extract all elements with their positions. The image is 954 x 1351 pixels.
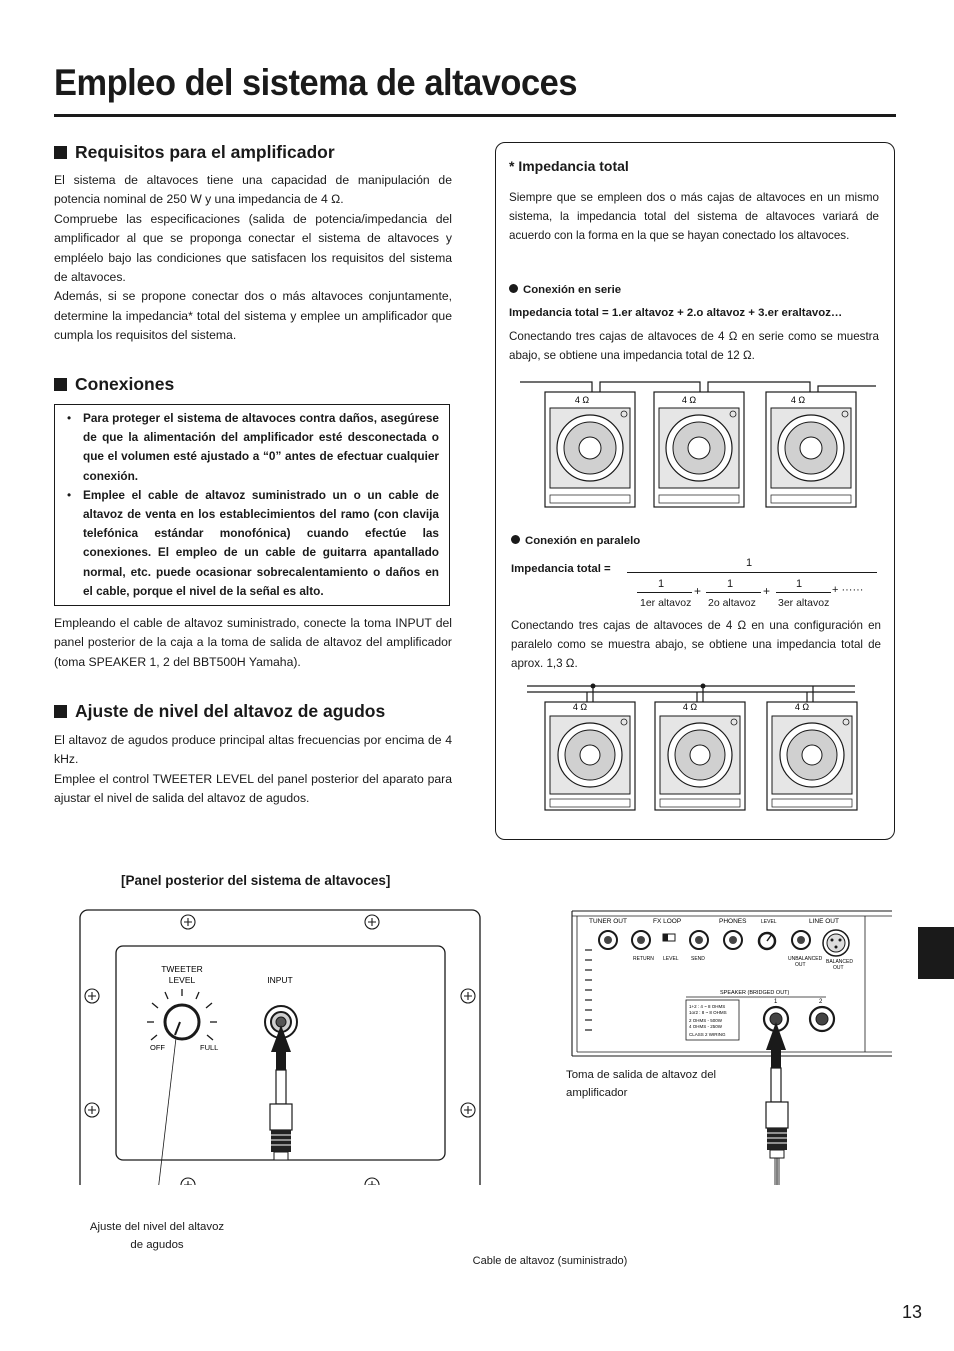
requisitos-text: El sistema de altavoces tiene una capacidad de manipulación de potencia nominal de 250 W y una impedancia de 4 Ω. Compruebe las especificaciones (salida de potencia/impedancia del amplificador al que se proponga conectar el sistema de altavoces y empléelo bajo las condiciones que satisfacen los requisitos del sistema de altavoces. Además, si se propone conectar dos o más altavoces conjuntamente, determine la impedancia* total del sistema y emplee un amplificador que cumpla los requisitos del sistema. — [54, 173, 452, 343]
cable-label: Cable de altavoz (suministrado) — [472, 1255, 628, 1267]
fraction-line — [776, 592, 831, 593]
series-diagram — [500, 372, 890, 522]
amp-label: TUNER OUT — [589, 918, 627, 925]
amp-label: OUT — [795, 962, 806, 968]
square-bullet-icon — [54, 705, 67, 718]
parallel-formula-label: Impedancia total = — [511, 563, 611, 575]
section-heading-requisitos: Requisitos para el amplificador — [54, 142, 335, 163]
amp-label: 2 — [819, 999, 823, 1005]
amp-label: BALANCED — [826, 959, 853, 965]
parallel-text: Conectando tres cajas de altavoces de 4 Ω en una configuración en paralelo como se muestra abajo, se obtiene una impedancia total de aprox. 1,3 Ω. — [511, 619, 881, 670]
fraction-line-main — [627, 572, 877, 573]
warning-box — [54, 404, 450, 606]
rear-panel-diagram — [0, 895, 900, 1185]
ohm-label: 4 Ω — [790, 395, 806, 405]
off-label: OFF — [150, 1043, 165, 1052]
formula-numerator: 1 — [746, 557, 753, 569]
amp-label: LINE OUT — [809, 918, 839, 925]
formula-term: 1 — [727, 578, 734, 590]
full-label: FULL — [200, 1043, 219, 1052]
amp-label: PHONES — [719, 918, 747, 925]
fraction-line — [637, 592, 692, 593]
amp-spec: CLASS 2 WIRING — [689, 1032, 726, 1037]
section-heading-conexiones: Conexiones — [54, 374, 174, 395]
series-text: Conectando tres cajas de altavoces de 4 Ω en serie como se muestra abajo, se obtiene una impedancia total de 12 Ω. — [509, 330, 879, 362]
section-heading-tweeter: Ajuste de nivel del altavoz de agudos — [54, 701, 385, 722]
tweeter-text: El altavoz de agudos produce principal altas frecuencias por encima de 4 kHz. Emplee el control TWEETER LEVEL del panel posterior del aparato para ajustar el nivel de salida del altavoz de agudos. — [54, 733, 452, 806]
page-number: 13 — [902, 1302, 923, 1322]
fraction-line — [706, 592, 761, 593]
tweeter-adjust-label: Ajuste del nivel del altavoz de agudos — [89, 1221, 225, 1251]
amp-jack — [599, 931, 810, 949]
amp-label: OUT — [833, 965, 844, 971]
warning-item: • Para proteger el sistema de altavoces contra daños, asegúrese de que la alimentación del amplificador esté desconectada o que el volumen esté ajustado a “0” antes de efectuar cualquier conexión. — [67, 409, 439, 486]
series-formula: Impedancia total = 1.er altavoz + 2.o altavoz + 3.er eraltavoz… — [509, 307, 843, 319]
plus-tail: + ······ — [832, 584, 864, 596]
formula-term: 1 — [796, 578, 803, 590]
ohm-label: 4 Ω — [682, 702, 698, 712]
amp-label: LEVEL — [663, 956, 679, 962]
title-rule — [54, 114, 896, 117]
tweeter-label: TWEETER — [161, 964, 203, 974]
amp-spec: 1or2 : 8 ~ 8 OHMS — [689, 1010, 727, 1015]
square-bullet-icon — [54, 378, 67, 391]
amp-spec: 2 OHMS - 500W — [689, 1018, 723, 1023]
section-tab — [918, 927, 954, 979]
speaker-cabinet — [545, 392, 635, 507]
parallel-label: Conexión en paralelo — [511, 535, 640, 547]
amp-output-label: Toma de salida de altavoz del amplificador — [566, 1069, 717, 1099]
plus-sign: + — [763, 584, 771, 598]
speaker-cabinet — [654, 392, 744, 507]
amp-spec: 1+2 : 4 ~ 8 OHMS — [689, 1004, 726, 1009]
ohm-label: 4 Ω — [681, 395, 697, 405]
amp-label: RETURN — [633, 956, 654, 962]
warning-item: • Emplee el cable de altavoz suministrado un o un cable de altavoz de venta en los establecimientos del ramo (con clavija telefónica estándar monofónica) cuando efectúe las conexiones. El empleo de un cable de guitarra apantallado normal, etc. puede ocasionar sobrecalentamiento o daños en el cable, porque el nivel de la señal es alto. — [67, 486, 439, 601]
amp-label: UNBALANCED — [788, 956, 823, 962]
amp-label: 1 — [774, 999, 778, 1005]
amp-label: SPEAKER (BRIDGED OUT) — [720, 990, 790, 996]
parallel-diagram — [505, 678, 890, 818]
amp-label: FX LOOP — [653, 918, 682, 925]
ohm-label: 4 Ω — [572, 702, 588, 712]
impedance-intro: Siempre que se empleen dos o más cajas de altavoces en un mismo sistema, la impedancia total del sistema de altavoces variará de acuerdo con la forma en la que se hayan conectado los altavoces. — [509, 191, 879, 242]
amplifier-panel — [572, 911, 892, 1056]
input-label: INPUT — [267, 975, 293, 985]
amp-spec: 4 OHMS - 250W — [689, 1024, 723, 1029]
formula-denominator: 2o altavoz — [708, 597, 756, 609]
page-title: Empleo del sistema de altavoces — [54, 62, 578, 103]
bullet-dot-icon — [509, 284, 518, 293]
amp-label: LEVEL — [761, 919, 777, 925]
plus-sign: + — [694, 584, 702, 598]
formula-denominator: 1er altavoz — [640, 597, 692, 609]
ohm-label: 4 Ω — [574, 395, 590, 405]
formula-term: 1 — [658, 578, 665, 590]
square-bullet-icon — [54, 146, 67, 159]
speaker-cabinet — [545, 702, 635, 810]
impedance-title: * Impedancia total — [509, 158, 629, 174]
series-label: Conexión en serie — [509, 284, 621, 296]
formula-denominator: 3er altavoz — [778, 597, 830, 609]
ohm-label: 4 Ω — [794, 702, 810, 712]
conexiones-text: Empleando el cable de altavoz suministrado, conecte la toma INPUT del panel posterior de la caja a la toma de salida de altavoz del amplificador (toma SPEAKER 1, 2 del BBT500H Yamaha). — [54, 616, 452, 669]
amp-label: SEND — [691, 956, 705, 962]
speaker-out-jack[interactable] — [810, 1007, 834, 1031]
cable-plug — [766, 1022, 788, 1158]
speaker-cabinet — [767, 702, 857, 810]
level-label: LEVEL — [168, 975, 196, 985]
panel-caption: [Panel posterior del sistema de altavoces] — [121, 873, 391, 888]
speaker-cabinet — [766, 392, 856, 507]
speaker-cabinet — [655, 702, 745, 810]
bullet-dot-icon — [511, 535, 520, 544]
